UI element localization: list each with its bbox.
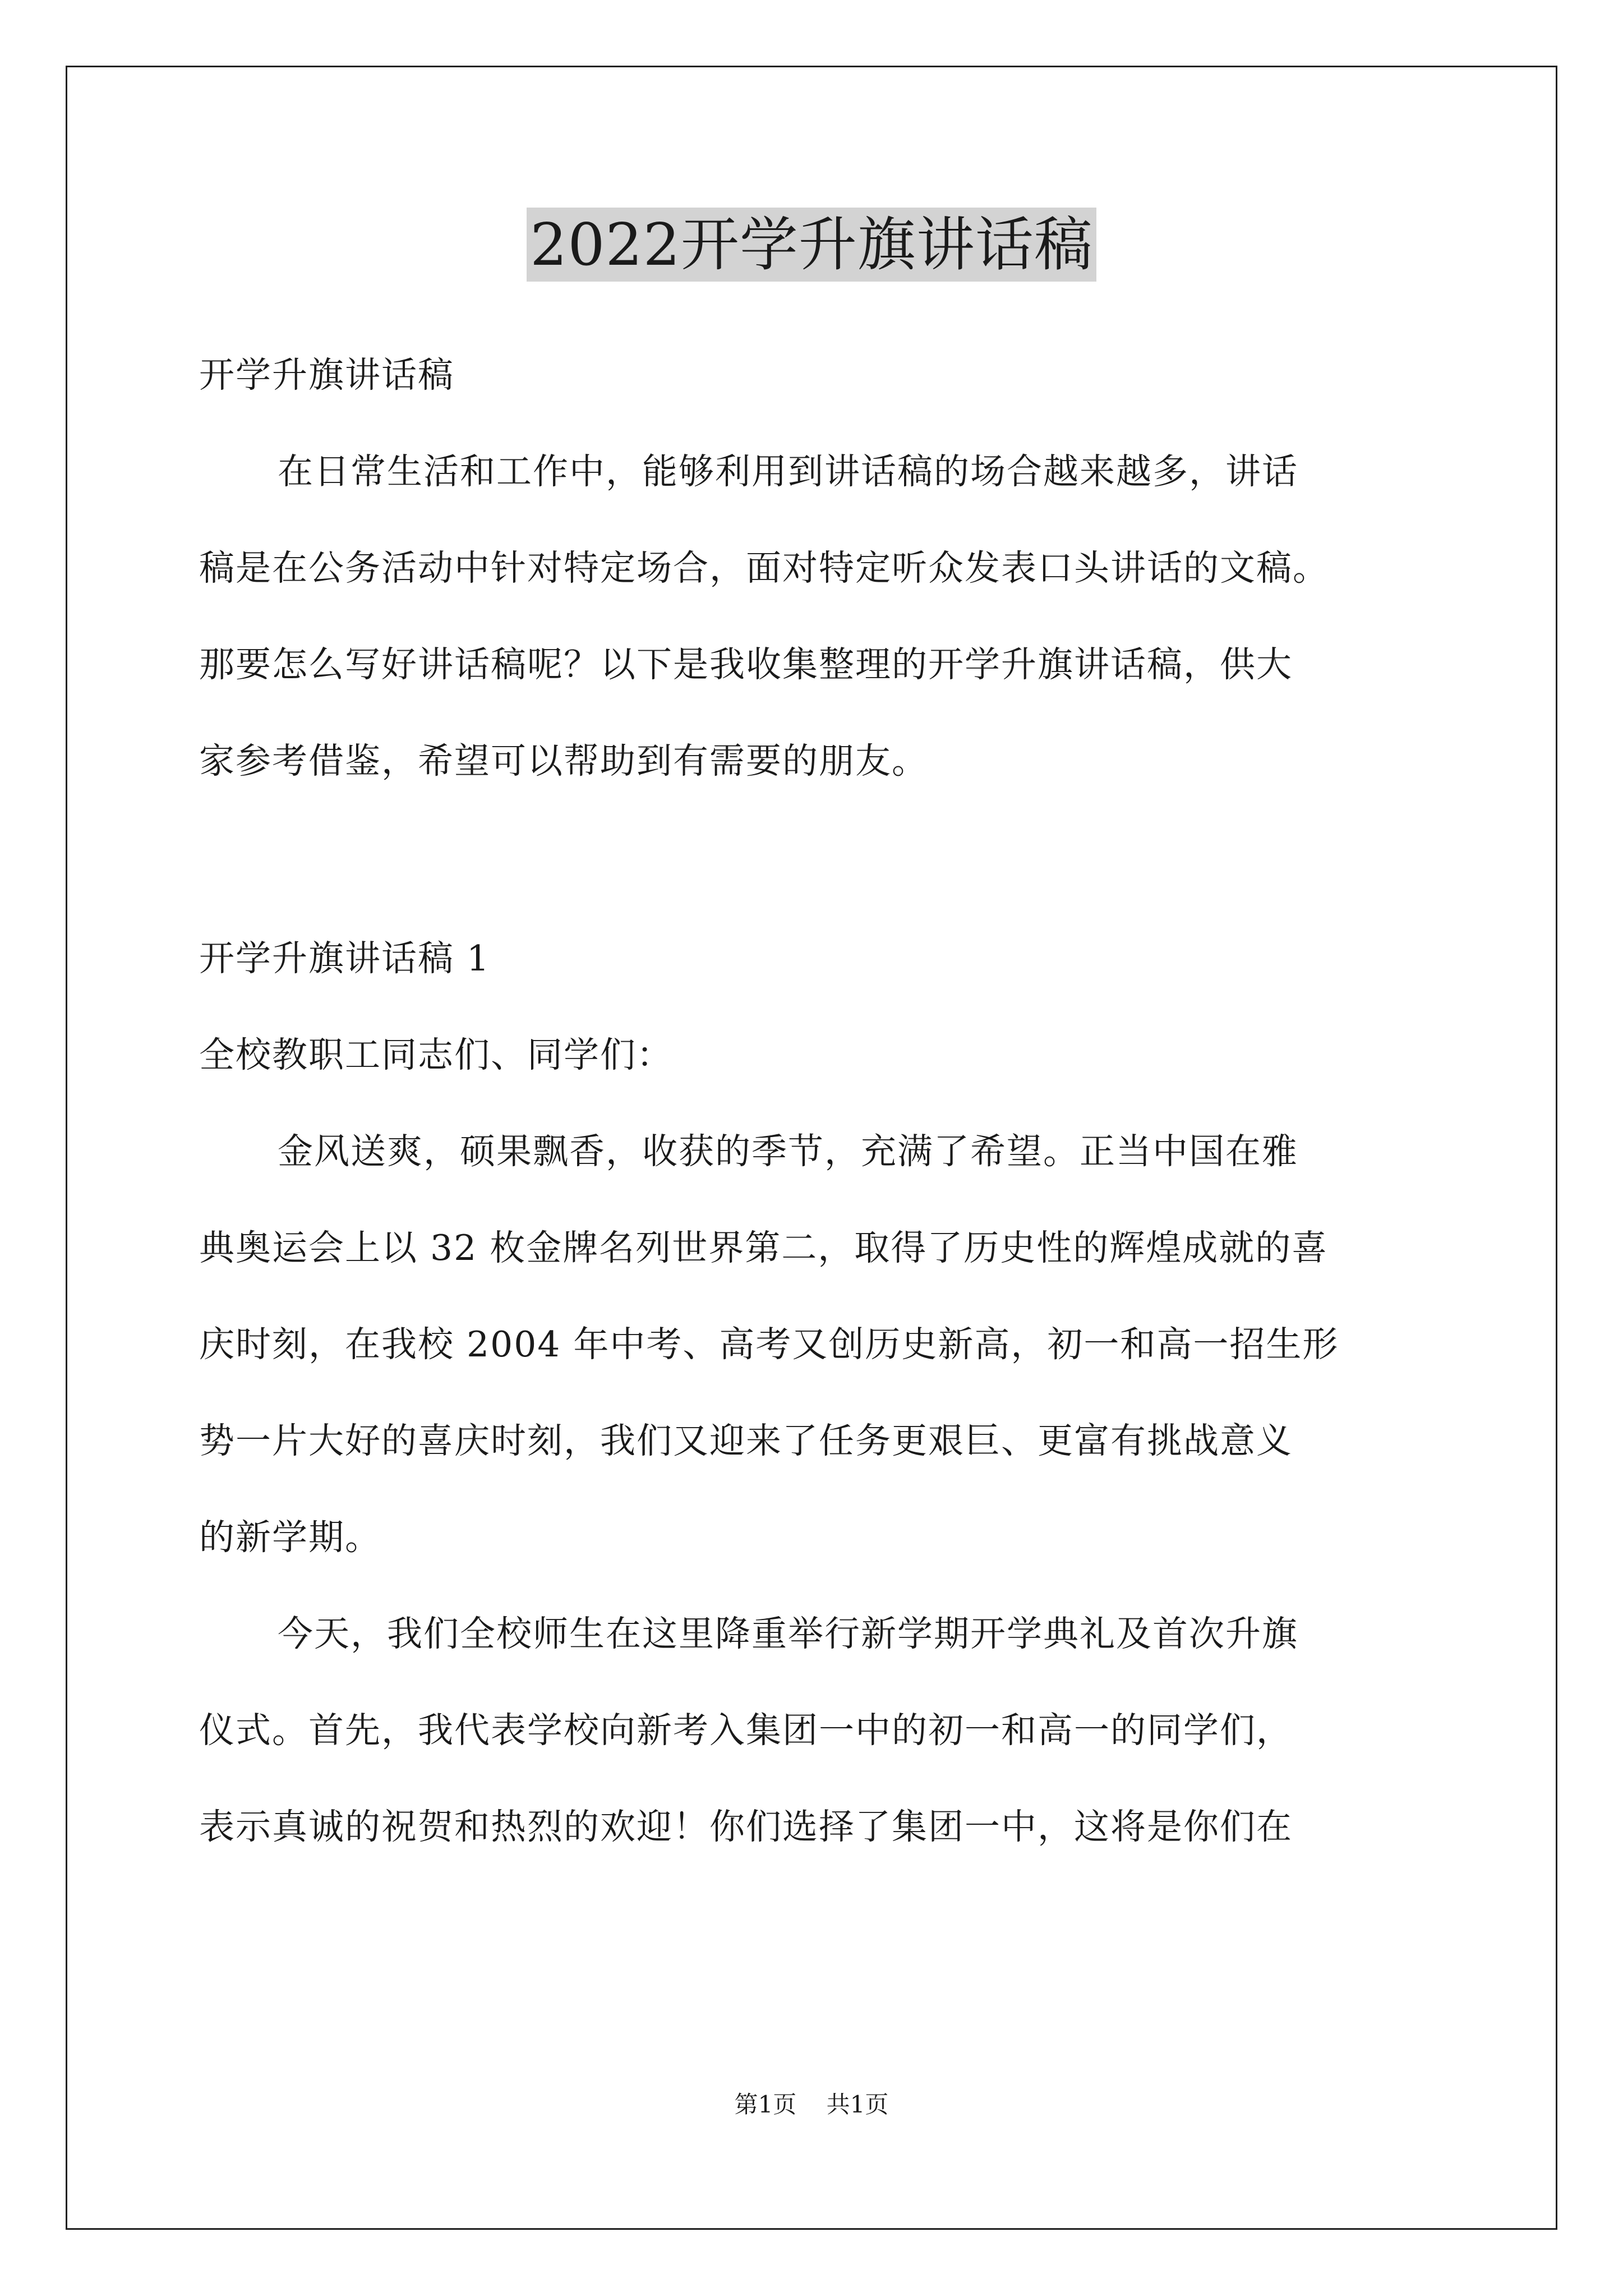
intro-line: 那要怎么写好讲话稿呢？以下是我收集整理的开学升旗讲话稿，供大 (199, 644, 1293, 685)
paragraph-line: 金风送爽，硕果飘香，收获的季节，充满了希望。正当中国在雅 (278, 1131, 1298, 1172)
document-body (199, 348, 1433, 1854)
title-container (0, 208, 1623, 282)
page-footer (0, 2088, 1623, 2122)
intro-line: 在日常生活和工作中，能够利用到讲话稿的场合越来越多，讲话 (278, 451, 1298, 492)
paragraph-line: 庆时刻，在我校 2004 年中考、高考又创历史新高，初一和高一招生形 (199, 1324, 1339, 1365)
greeting-line: 全校教职工同志们、同学们： (199, 1034, 673, 1075)
section-heading: 开学升旗讲话稿 1 (199, 938, 491, 979)
document-title: 2022开学升旗讲话稿 (527, 208, 1096, 282)
paragraph-line: 表示真诚的祝贺和热烈的欢迎！你们选择了集团一中，这将是你们在 (199, 1806, 1293, 1847)
intro-line: 家参考借鉴，希望可以帮助到有需要的朋友。 (199, 740, 928, 781)
paragraph-line: 势一片大好的喜庆时刻，我们又迎来了任务更艰巨、更富有挑战意义 (199, 1420, 1293, 1461)
document-subtitle: 开学升旗讲话稿 (199, 355, 454, 395)
paragraph-line: 典奥运会上以 32 枚金牌名列世界第二，取得了历史性的辉煌成就的喜 (199, 1227, 1329, 1268)
page-number-total: 共1页 (826, 2091, 889, 2118)
page-number-current: 第1页 (734, 2091, 797, 2118)
intro-line: 稿是在公务活动中针对特定场合，面对特定听众发表口头讲话的文稿。 (199, 547, 1329, 588)
paragraph-line: 今天，我们全校师生在这里降重举行新学期开学典礼及首次升旗 (278, 1613, 1298, 1654)
paragraph-line: 的新学期。 (199, 1517, 381, 1558)
paragraph-line: 仪式。首先，我代表学校向新考入集团一中的初一和高一的同学们， (199, 1710, 1293, 1751)
